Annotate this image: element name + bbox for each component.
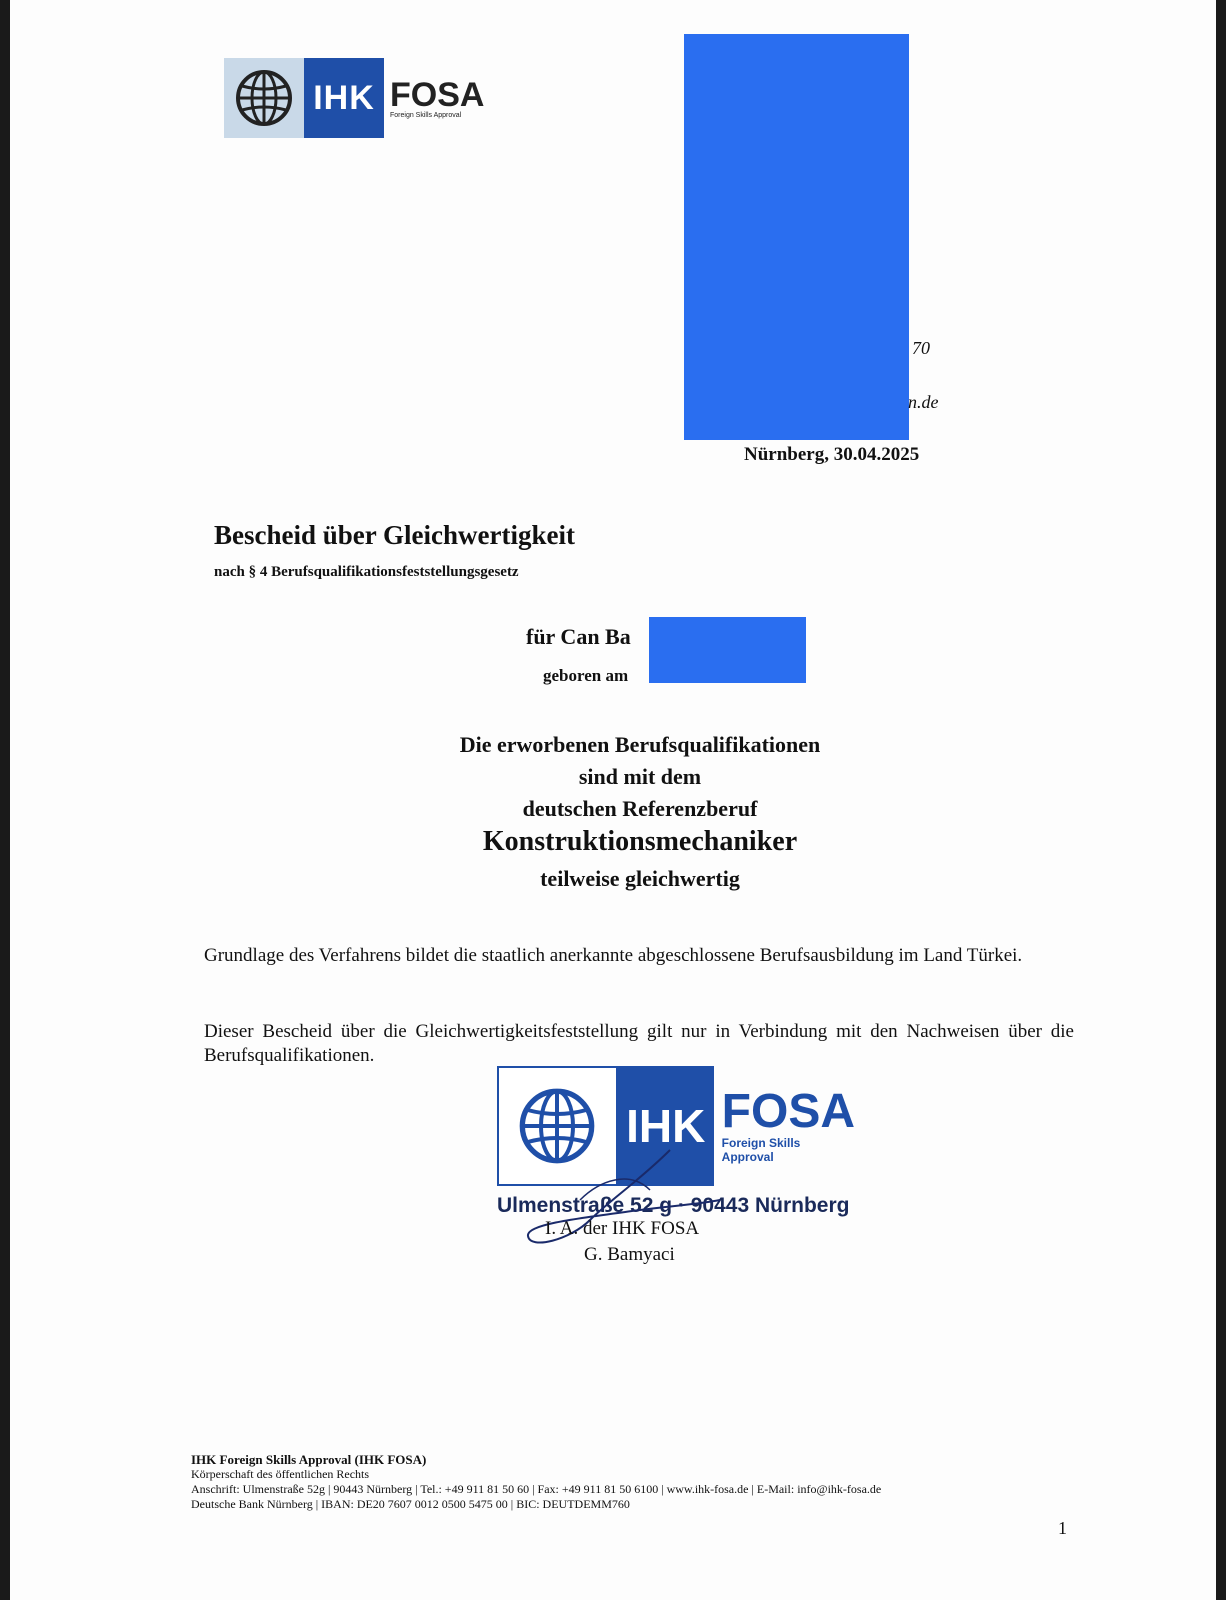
footer — [191, 1452, 881, 1512]
recipient-birthdate: geboren am — [543, 666, 629, 685]
logo-tagline: Foreign Skills Approval — [390, 111, 462, 119]
globe-icon — [224, 58, 304, 138]
photo-edge-right — [1216, 0, 1226, 1600]
redacted-sender-address — [684, 34, 909, 440]
recipient-name: für Can Ba — [526, 624, 631, 649]
page-number: 1 — [1058, 1518, 1067, 1538]
basis-paragraph: Grundlage des Verfahrens bildet die staatlich anerkannte abgeschlossene Berufsausbildung im Land Türkei. — [204, 945, 1023, 966]
stamp-tagline: Foreign Skills Approval — [721, 1136, 801, 1164]
ihk-fosa-logo — [224, 58, 484, 138]
date-line: Nürnberg, 30.04.2025 — [744, 444, 920, 465]
footer-org: IHK Foreign Skills Approval (IHK FOSA) — [191, 1452, 427, 1467]
handwritten-signature — [520, 1140, 740, 1260]
logo-fosa-text: FOSA — [390, 75, 485, 114]
logo-ihk-text: IHK — [304, 58, 384, 138]
stamp-fosa-text: FOSA — [721, 1085, 855, 1138]
document-subtitle: nach § 4 Berufsqualifikationsfeststellungsgesetz — [214, 564, 519, 580]
footer-contact: Anschrift: Ulmenstraße 52g | 90443 Nürnberg | Tel.: +49 911 81 50 60 | Fax: +49 911 81 50 6100 | www.ihk-fosa.de | E-Mail: info@ihk-fosa.de — [191, 1482, 882, 1496]
decision-line-3: deutschen Referenzberuf — [522, 796, 758, 821]
decision-line-1: Die erworbenen Berufsqualifikationen — [459, 732, 821, 757]
redacted-recipient-info — [649, 617, 806, 683]
stamp-ihk-text: IHK — [618, 1066, 714, 1186]
sender-phone-fragment: 70 — [912, 338, 930, 358]
sender-email-fragment: n.de — [908, 392, 939, 412]
validity-paragraph: Dieser Bescheid über die Gleichwertigkeitsfeststellung gilt nur in Verbindung mit den Nachweisen über die Berufsqualifikationen. — [204, 1021, 1074, 1066]
decision-line-2: sind mit dem — [578, 764, 702, 789]
signer-name: G. Bamyaci — [584, 1244, 675, 1265]
photo-edge-left — [0, 0, 10, 1600]
document-title: Bescheid über Gleichwertigkeit — [214, 520, 575, 550]
footer-bank: Deutsche Bank Nürnberg | IBAN: DE20 7607 0012 0500 5475 00 | BIC: DEUTDEMM760 — [191, 1497, 630, 1511]
signature-on-behalf: I. A. der IHK FOSA — [545, 1218, 700, 1239]
reference-profession: Konstruktionsmechaniker — [482, 826, 798, 857]
footer-legal: Körperschaft des öffentlichen Rechts — [191, 1467, 370, 1481]
stamp-address: Ulmenstraße 52 g · 90443 Nürnberg — [497, 1194, 850, 1217]
equivalence-result: teilweise gleichwertig — [540, 866, 740, 891]
